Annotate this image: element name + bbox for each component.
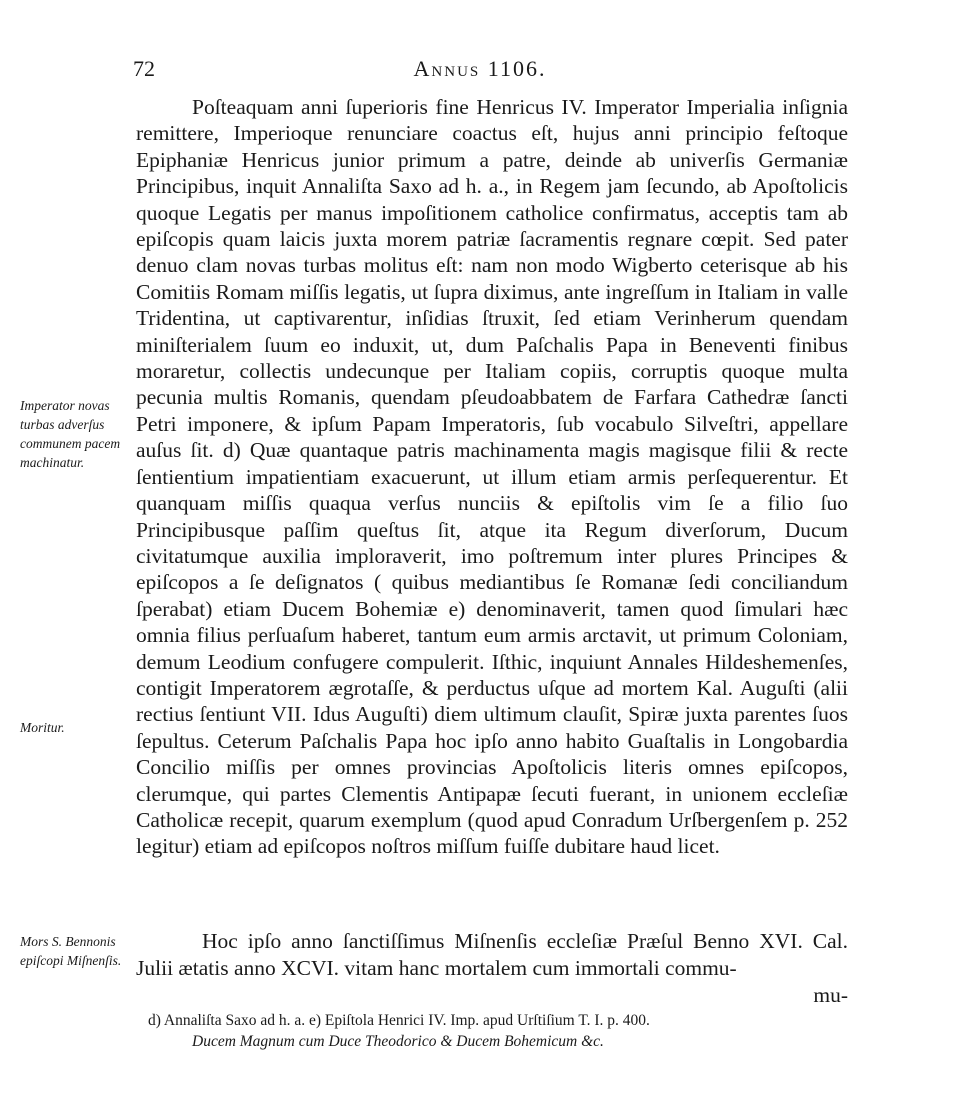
page-number: 72	[133, 56, 155, 81]
paragraph-2: Hoc ipſo anno ſanctiſſimus Miſnenſis eccleſiæ Præſul Benno XVI. Cal. Julii ætatis anno XCVI. vitam hanc mortalem cum immortali commu-	[136, 929, 848, 980]
second-text-block	[136, 928, 848, 1009]
margin-note-imperator: Imperator novas turbas adverſus communem pacem machinatur.	[20, 398, 121, 470]
margin-note-moritur: Moritur.	[20, 720, 65, 735]
catchword: mu-	[813, 983, 848, 1007]
footnote-line-2: Ducem Magnum cum Duce Theodorico & Ducem Bohemicum &c.	[192, 1033, 604, 1050]
main-text-block	[136, 94, 848, 860]
footnote-line-1: d) Annaliſta Saxo ad h. a. e) Epiſtola Henrici IV. Imp. apud Urſtiſium T. I. p. 400.	[148, 1012, 650, 1029]
margin-note-mors-bennonis: Mors S. Bennonis epiſcopi Miſnenſis.	[20, 934, 122, 968]
footnotes	[148, 1010, 860, 1052]
page-header	[0, 56, 960, 92]
running-title: Annus 1106.	[413, 56, 547, 81]
paragraph-1: Poſteaquam anni ſuperioris fine Henricus IV. Imperator Imperialia inſignia remittere, Imperioque renunciare coactus eſt, hujus anni principio feſtoque Epiphaniæ Henricus junior primum a patre, deinde ab univerſis Germaniæ Principibus, inquit Annaliſta Saxo ad h. a., in Regem jam ſecundo, ab Apoſtolicis quoque Legatis per manus impoſitionem catholice confirmatus, acceptis tam ab epiſcopis quam laicis juxta morem patriæ ſacramentis regnare cœpit. Sed pater denuo clam novas turbas molitus eſt: nam non modo Wigberto ceterisque ab his Comitiis Romam miſſis legatis, ut ſupra diximus, ante ingreſſum in Italiam in valle Tridentina, ut captivarentur, inſidias ſtruxit, ſed etiam Verinherum quendam miniſterialem ſuum eo induxit, ut, dum Paſchalis Papa in Beneventi finibus moraretur, collectis undecunque per Italiam copiis, corruptis quoque multa pecunia multis Romanis, quendam pſeudoabbatem de Farfara Cathedræ ſancti Petri imponere, & ipſum Papam Imperatoris, ſub vocabulo Silveſtri, appellare auſus ſit. d) Quæ quantaque patris machinamenta magis magisque filii & recte ſentientium impatientiam exacuerunt, ut illum etiam armis perſequerentur. Et quanquam miſſis quaqua verſus nunciis & epiſtolis vim ſe a filio ſuo Principibusque paſſim queſtus ſit, atque ita Regum diverſorum, Ducum civitatumque auxilia imploraverit, imo poſtremum inter plures Principes & epiſcopos a ſe deſignatos ( quibus mediantibus ſe Romanæ ſedi conciliandum ſperabat) etiam Ducem Bohemiæ e) denominaverit, tamen quod ſimulari hæc omnia filius perſuaſum haberet, tantum eum armis arctavit, ut primum Coloniam, demum Leodium confugere compulerit. Iſthic, inquiunt Annales Hildeshemenſes, contigit Imperatorem ægrotaſſe, & perductus uſque ad mortem Kal. Auguſti (alii rectius ſentiunt VII. Idus Auguſti) diem ultimum clauſit, Spiræ juxta parentes ſuos ſepultus. Ceterum Paſchalis Papa hoc ipſo anno habito Guaſtalis in Longobardia Concilio miſſis per omnes provincias Apoſtolicis literis omnes epiſcopos, clerumque, qui partes Clementis Antipapæ ſecuti fuerant, in unionem eccleſiæ Catholicæ recepit, quarum exemplum (quod apud Conradum Urſbergenſem p. 252 legitur) etiam ad epiſcopos noſtros miſſum fuiſſe dubitare haud licet.	[136, 95, 848, 859]
